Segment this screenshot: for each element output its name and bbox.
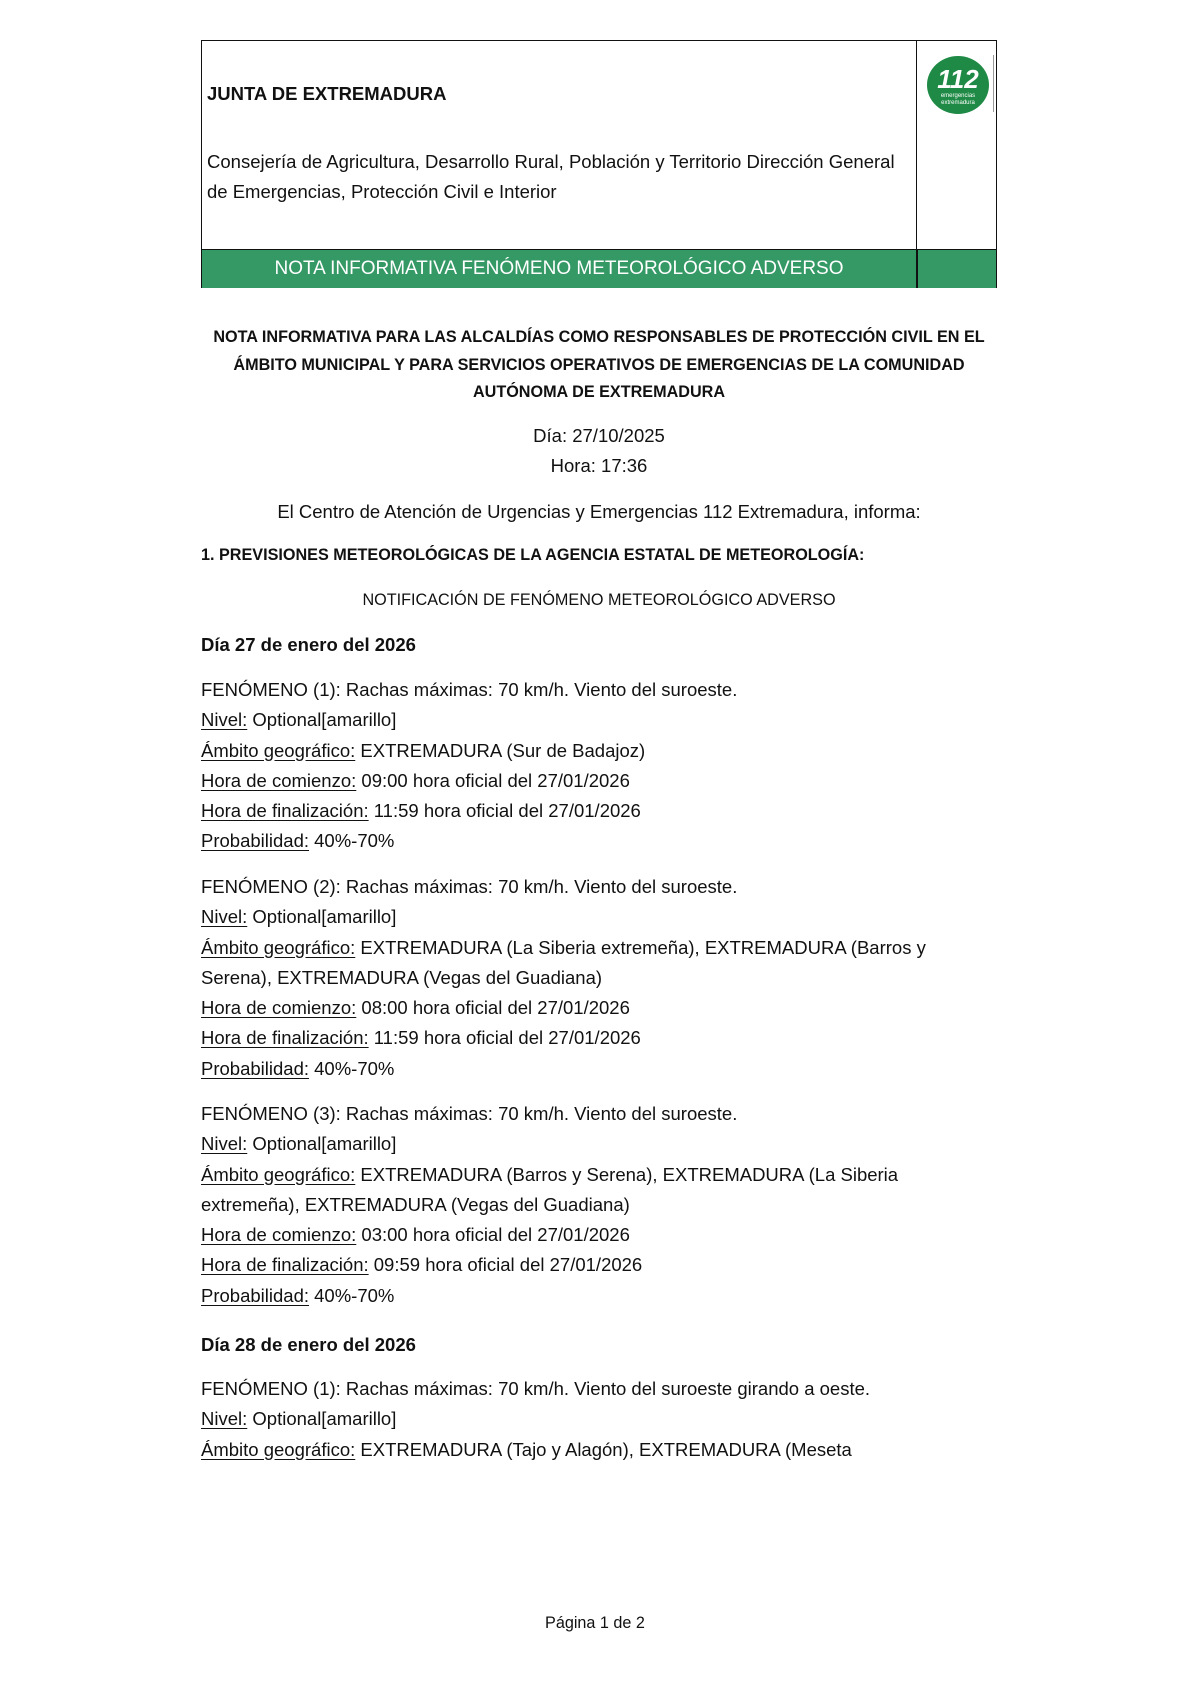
probabilidad-value: 40%-70% (314, 830, 395, 852)
logo-number: 112 (937, 64, 979, 94)
nivel-value: Optional[amarillo] (252, 709, 397, 731)
probabilidad-value: 40%-70% (314, 1057, 395, 1079)
comienzo-value: 03:00 hora oficial del 27/01/2026 (361, 1224, 630, 1246)
logo-line2: extremadura (941, 100, 975, 106)
probabilidad-label: Probabilidad: (201, 1284, 309, 1306)
112-logo-icon (925, 55, 991, 115)
time-line: Hora: 17:36 (550, 455, 648, 476)
finalizacion-label: Hora de finalización: (201, 1027, 369, 1049)
probabilidad-label: Probabilidad: (201, 830, 309, 852)
ambito-label: Ámbito geográfico: (201, 1163, 356, 1185)
ambito-label: Ámbito geográfico: (201, 936, 356, 958)
phenomenon-block (201, 1374, 1001, 1465)
phenomenon-title: FENÓMENO (3): Rachas máximas: 70 km/h. Viento del suroeste. (201, 1103, 738, 1124)
finalizacion-label: Hora de finalización: (201, 800, 369, 822)
page-number: Página 1 de 2 (545, 1614, 645, 1632)
finalizacion-value: 11:59 hora oficial del 27/01/2026 (373, 1027, 641, 1049)
finalizacion-label: Hora de finalización: (201, 1254, 369, 1276)
ambito-label: Ámbito geográfico: (201, 1438, 356, 1460)
org-title: JUNTA DE EXTREMADURA (207, 83, 447, 104)
title-band (202, 249, 996, 288)
phenomenon-title: FENÓMENO (1): Rachas máximas: 70 km/h. Viento del suroeste girando a oeste. (201, 1378, 871, 1399)
comienzo-label: Hora de comienzo: (201, 997, 357, 1019)
date-line: Día: 27/10/2025 (533, 425, 665, 446)
intro-text: El Centro de Atención de Urgencias y Emergencias 112 Extremadura, informa: (277, 501, 921, 522)
notification-title: NOTIFICACIÓN DE FENÓMENO METEOROLÓGICO ADVERSO (362, 591, 836, 609)
nivel-value: Optional[amarillo] (252, 906, 397, 928)
section-1-heading: 1. PREVISIONES METEOROLÓGICAS DE LA AGENCIA ESTATAL DE METEOROLOGÍA: (201, 546, 865, 564)
probabilidad-value: 40%-70% (314, 1284, 395, 1306)
ambito-label: Ámbito geográfico: (201, 739, 356, 761)
ambito-value: EXTREMADURA (Sur de Badajoz) (360, 739, 646, 761)
band-title: NOTA INFORMATIVA FENÓMENO METEOROLÓGICO ADVERSO (274, 258, 844, 279)
nivel-label: Nivel: (201, 1408, 248, 1430)
header-org-cell (202, 41, 916, 249)
nivel-label: Nivel: (201, 1133, 248, 1155)
ambito-value: EXTREMADURA (Barros y Serena), EXTREMADURA (La Siberia extremeña), EXTREMADURA (Vegas del Guadiana) (201, 1163, 899, 1215)
finalizacion-value: 11:59 hora oficial del 27/01/2026 (373, 800, 641, 822)
phenomenon-title: FENÓMENO (2): Rachas máximas: 70 km/h. Viento del suroeste. (201, 876, 738, 897)
header-logo-cell (916, 41, 997, 249)
probabilidad-label: Probabilidad: (201, 1057, 309, 1079)
phenomenon-block (201, 872, 1001, 1084)
comienzo-value: 08:00 hora oficial del 27/01/2026 (361, 997, 630, 1019)
nivel-value: Optional[amarillo] (252, 1133, 397, 1155)
logo-edge-divider (993, 55, 994, 112)
nivel-label: Nivel: (201, 709, 248, 731)
org-subtitle: Consejería de Agricultura, Desarrollo Rural, Población y Territorio Dirección General de Emergencias, Protección Civil e Interior (207, 151, 895, 202)
logo-line1: emergencias (940, 93, 976, 99)
phenomenon-title: FENÓMENO (1): Rachas máximas: 70 km/h. Viento del suroeste. (201, 679, 738, 700)
comienzo-label: Hora de comienzo: (201, 1224, 357, 1246)
day-title: Día 27 de enero del 2026 (201, 634, 416, 655)
header-table (201, 40, 997, 288)
nivel-value: Optional[amarillo] (252, 1408, 397, 1430)
nivel-label: Nivel: (201, 906, 248, 928)
finalizacion-value: 09:59 hora oficial del 27/01/2026 (373, 1254, 643, 1276)
ambito-value: EXTREMADURA (La Siberia extremeña), EXTREMADURA (Barros y Serena), EXTREMADURA (Vegas del Guadiana) (201, 936, 926, 988)
phenomenon-block (201, 1099, 1001, 1311)
band-divider (916, 250, 918, 288)
ambito-value: EXTREMADURA (Tajo y Alagón), EXTREMADURA (Meseta (360, 1438, 852, 1460)
main-heading: NOTA INFORMATIVA PARA LAS ALCALDÍAS COMO RESPONSABLES DE PROTECCIÓN CIVIL EN EL ÁMBITO MUNICIPAL Y PARA SERVICIOS OPERATIVOS DE EMERGENCIAS DE LA COMUNIDAD AUTÓNOMA DE EXTREMADURA (213, 328, 985, 401)
phenomenon-block (201, 675, 1001, 857)
comienzo-value: 09:00 hora oficial del 27/01/2026 (361, 769, 630, 791)
comienzo-label: Hora de comienzo: (201, 769, 357, 791)
day-title: Día 28 de enero del 2026 (201, 1334, 416, 1355)
